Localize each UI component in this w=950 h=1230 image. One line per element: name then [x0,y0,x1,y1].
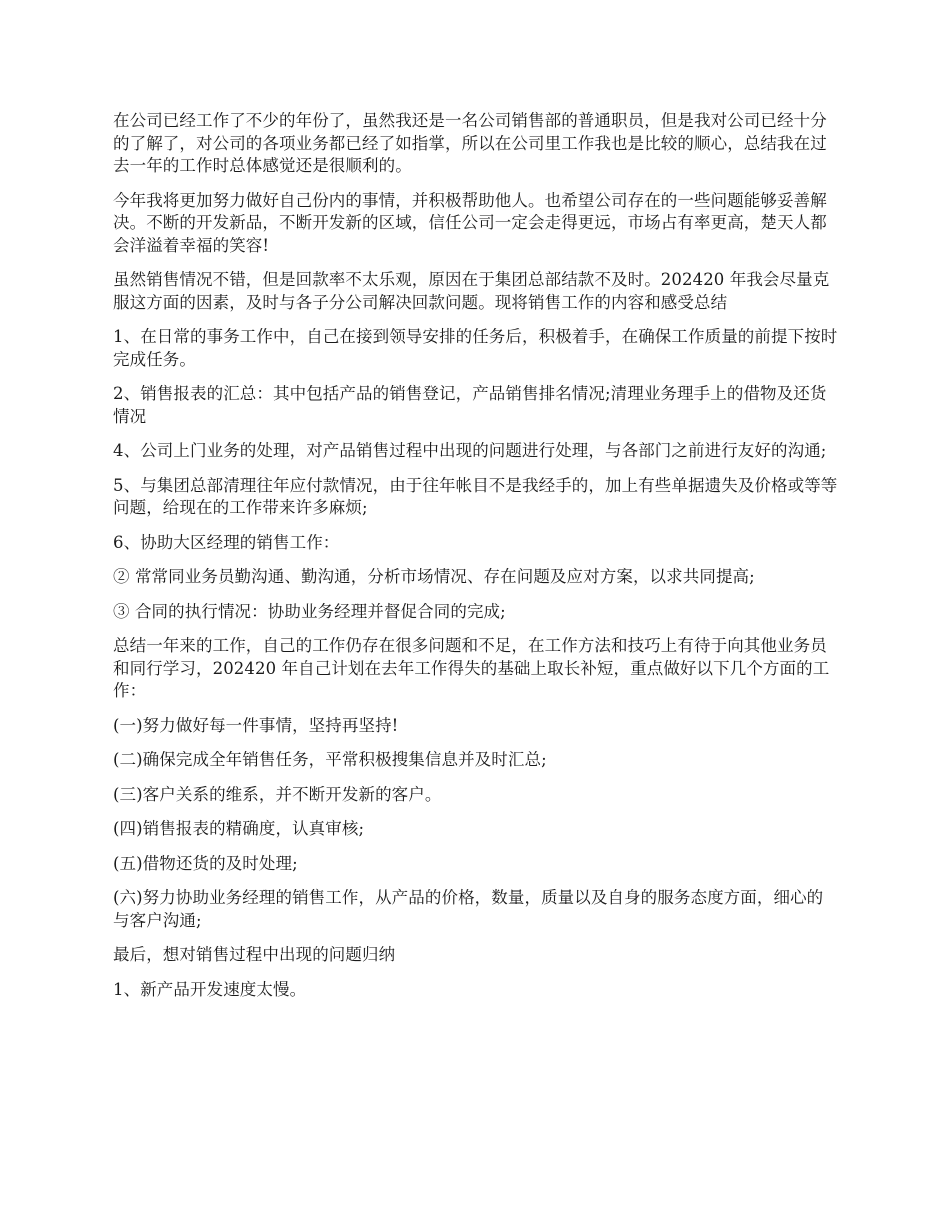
paragraph-subitem-3: ③ 合同的执行情况：协助业务经理并督促合同的完成; [113,601,506,621]
paragraph-goal-3: (三)客户关系的维系，并不断开发新的客户。 [113,784,442,804]
paragraph-item-6: 6、协助大区经理的销售工作： [113,532,340,552]
paragraph-conclusion: 最后，想对销售过程中出现的问题归纳 [113,945,396,964]
paragraph-goal-1: (一)努力做好每一件事情，坚持再坚持! [113,715,399,735]
paragraph-plan: 今年我将更加努力做好自己份内的事情，并积极帮助他人。也希望公司存在的一些问题能够妥善解决。不断的开发新品，不断开发新的区域，信任公司一定会走得更远，市场占有率更高，楚天人都会洋溢着幸福的笑容! [113,190,827,255]
paragraph-item-5: 5、与集团总部清理往年应付款情况，由于往年帐目不是我经手的，加上有些单据遗失及价格或等等问题，给现在的工作带来许多麻烦; [113,475,838,517]
document-body [113,110,838,1013]
paragraph-item-2: 2、销售报表的汇总：其中包括产品的销售登记，产品销售排名情况;清理业务理手上的借物及还货情况 [113,384,827,426]
paragraph-subitem-2: ② 常常同业务员勤沟通、勤沟通，分析市场情况、存在问题及应对方案，以求共同提高; [113,567,755,586]
paragraph-problem-1: 1、新产品开发速度太慢。 [113,979,307,999]
paragraph-collection: 虽然销售情况不错，但是回款率不太乐观，原因在于集团总部结款不及时。202420 年我会尽量克服这方面的因素，及时与各子分公司解决回款问题。现将销售工作的内容和感受总结 [113,270,830,312]
paragraph-goal-5: (五)借物还货的及时处理; [113,853,298,873]
paragraph-item-4: 4、公司上门业务的处理，对产品销售过程中出现的问题进行处理，与各部门之前进行友好的沟通; [113,441,827,460]
paragraph-goal-6: (六)努力协助业务经理的销售工作，从产品的价格，数量，质量以及自身的服务态度方面，细心的与客户沟通; [113,888,824,930]
paragraph-intro: 在公司已经工作了不少的年份了，虽然我还是一名公司销售部的普通职员，但是我对公司已经十分的了解了，对公司的各项业务都已经了如指掌，所以在公司里工作我也是比较的顺心，总结我在过去一年的工作时总体感觉还是很顺利的。 [113,111,827,175]
paragraph-item-1: 1、在日常的事务工作中，自己在接到领导安排的任务后，积极着手，在确保工作质量的前提下按时完成任务。 [113,327,838,369]
paragraph-summary: 总结一年来的工作，自己的工作仍存在很多问题和不足，在工作方法和技巧上有待于向其他业务员和同行学习，202420 年自己计划在去年工作得失的基础上取长补短，重点做好以下几个方面的工作： [113,636,830,700]
paragraph-goal-4: (四)销售报表的精确度，认真审核; [113,819,365,838]
paragraph-goal-2: (二)确保完成全年销售任务，平常积极搜集信息并及时汇总; [113,750,547,769]
